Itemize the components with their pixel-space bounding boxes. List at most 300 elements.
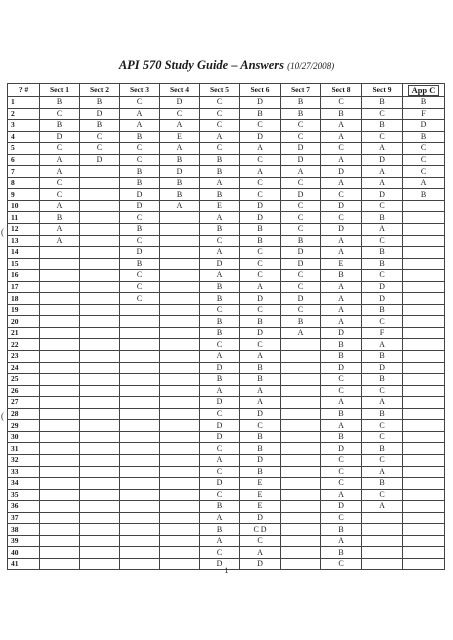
question-number: 10 <box>8 200 40 212</box>
answer-cell: A <box>240 166 281 178</box>
question-number: 2 <box>8 108 40 120</box>
question-number: 9 <box>8 189 40 201</box>
answer-cell: B <box>120 177 160 189</box>
answer-cell: D <box>281 143 321 155</box>
answer-cell <box>160 224 200 236</box>
answer-cell <box>403 362 445 374</box>
answer-cell: C <box>403 166 445 178</box>
table-row <box>8 374 445 386</box>
answer-cell <box>160 420 200 432</box>
answer-cell <box>160 327 200 339</box>
answer-cell <box>120 501 160 513</box>
answer-cell <box>403 293 445 305</box>
answer-cell <box>80 501 120 513</box>
answer-cell: A <box>40 200 80 212</box>
answer-cell <box>160 524 200 536</box>
answer-cell: C <box>40 108 80 120</box>
answer-cell <box>120 443 160 455</box>
answer-cell: D <box>362 189 403 201</box>
answer-cell <box>80 466 120 478</box>
answer-cell <box>403 200 445 212</box>
answer-cell: C <box>240 247 281 259</box>
answer-cell <box>281 466 321 478</box>
answer-cell <box>160 374 200 386</box>
answer-cell: D <box>240 212 281 224</box>
answer-cell <box>403 270 445 282</box>
answer-cell: C <box>200 143 240 155</box>
answer-cell: B <box>240 108 281 120</box>
answer-cell <box>160 258 200 270</box>
answer-cell <box>160 316 200 328</box>
answer-cell <box>40 281 80 293</box>
answer-cell: A <box>240 143 281 155</box>
answer-cell: A <box>321 131 362 143</box>
answer-cell: A <box>321 154 362 166</box>
answer-cell <box>120 339 160 351</box>
answer-cell: D <box>160 97 200 109</box>
answer-cell <box>40 351 80 363</box>
header-row <box>8 84 445 97</box>
answer-cell: B <box>120 224 160 236</box>
answer-cell: B <box>362 374 403 386</box>
answer-cell <box>40 362 80 374</box>
page-title <box>0 58 453 73</box>
answer-cell: C <box>362 200 403 212</box>
answer-cell <box>40 547 80 559</box>
answer-cell: D <box>240 327 281 339</box>
answer-cell: A <box>200 131 240 143</box>
table-row <box>8 97 445 109</box>
answer-cell: A <box>362 177 403 189</box>
answer-cell: C <box>120 293 160 305</box>
answer-cell: B <box>321 431 362 443</box>
answer-cell: C <box>160 108 200 120</box>
answer-cell: D <box>120 200 160 212</box>
answer-cell: B <box>120 166 160 178</box>
answer-cell <box>403 443 445 455</box>
answer-cell: B <box>281 235 321 247</box>
answer-cell: A <box>200 385 240 397</box>
answer-cell: B <box>403 189 445 201</box>
answer-cell <box>160 466 200 478</box>
answer-cell <box>362 512 403 524</box>
answer-cell: C <box>200 235 240 247</box>
table-row <box>8 547 445 559</box>
answer-cell <box>80 177 120 189</box>
answer-cell: B <box>120 258 160 270</box>
answer-cell <box>281 374 321 386</box>
answer-cell: A <box>362 224 403 236</box>
answer-cell: D <box>240 293 281 305</box>
answer-cell: D <box>240 408 281 420</box>
question-number: 7 <box>8 166 40 178</box>
question-number: 15 <box>8 258 40 270</box>
answer-cell: C <box>362 420 403 432</box>
answer-cell: B <box>200 189 240 201</box>
answer-cell: B <box>40 120 80 132</box>
answer-cell <box>40 524 80 536</box>
question-number: 41 <box>8 558 40 570</box>
answer-cell: C <box>40 189 80 201</box>
answer-cell <box>80 431 120 443</box>
answer-cell: C <box>321 374 362 386</box>
answer-cell <box>120 524 160 536</box>
answer-cell: D <box>200 431 240 443</box>
answer-cell <box>80 397 120 409</box>
answer-cell: D <box>240 454 281 466</box>
title-text: API 570 Study Guide – Answers <box>118 58 285 72</box>
answer-cell: B <box>321 547 362 559</box>
question-number: 28 <box>8 408 40 420</box>
answer-cell: A <box>321 293 362 305</box>
answer-cell: C <box>240 304 281 316</box>
answer-cell <box>120 535 160 547</box>
answer-cell <box>160 339 200 351</box>
answer-cell: A <box>160 200 200 212</box>
answer-cell: B <box>200 166 240 178</box>
answer-cell: B <box>200 374 240 386</box>
answer-cell <box>40 478 80 490</box>
answer-cell: B <box>240 316 281 328</box>
answer-cell <box>120 512 160 524</box>
answer-cell: C <box>321 512 362 524</box>
answer-rows <box>8 97 445 570</box>
answer-cell <box>80 478 120 490</box>
answer-cell: B <box>362 97 403 109</box>
answer-cell: D <box>362 154 403 166</box>
answer-cell: C <box>321 558 362 570</box>
answer-cell: D <box>281 258 321 270</box>
answer-cell <box>40 304 80 316</box>
answer-cell: C <box>200 97 240 109</box>
answer-cell: D <box>120 189 160 201</box>
answer-cell: D <box>240 131 281 143</box>
question-number: 13 <box>8 235 40 247</box>
table-row <box>8 258 445 270</box>
question-number: 30 <box>8 431 40 443</box>
answer-cell: F <box>403 108 445 120</box>
answer-cell <box>120 431 160 443</box>
answer-cell <box>160 351 200 363</box>
answer-cell: C <box>240 120 281 132</box>
answer-cell: D <box>200 478 240 490</box>
answer-cell <box>403 397 445 409</box>
answer-cell <box>160 512 200 524</box>
answer-cell: A <box>362 143 403 155</box>
answer-cell: D <box>321 362 362 374</box>
page-number: 1 <box>224 566 229 575</box>
table-row <box>8 316 445 328</box>
binder-hole-mark-icon: ( <box>1 227 4 237</box>
table-row <box>8 339 445 351</box>
answer-cell <box>120 454 160 466</box>
answer-cell: C <box>281 304 321 316</box>
answer-cell <box>160 501 200 513</box>
answer-cell: D <box>321 200 362 212</box>
answer-cell: C <box>321 454 362 466</box>
answer-cell <box>160 270 200 282</box>
answer-cell: A <box>240 281 281 293</box>
table-row <box>8 478 445 490</box>
answer-cell: A <box>200 177 240 189</box>
answer-cell: B <box>362 443 403 455</box>
answer-cell: C <box>281 212 321 224</box>
answer-cell <box>80 489 120 501</box>
answer-cell: B <box>240 362 281 374</box>
answer-cell <box>40 316 80 328</box>
answer-cell: E <box>200 200 240 212</box>
answer-cell: C <box>200 304 240 316</box>
answer-cell <box>40 512 80 524</box>
question-number: 32 <box>8 454 40 466</box>
answer-cell <box>40 258 80 270</box>
header-sect-2: Sect 2 <box>80 84 120 97</box>
answer-cell: D <box>321 224 362 236</box>
answer-cell <box>403 247 445 259</box>
answer-cell <box>80 362 120 374</box>
answer-cell: C <box>40 143 80 155</box>
answer-cell: A <box>200 270 240 282</box>
answer-cell: D <box>120 247 160 259</box>
answer-cell <box>160 293 200 305</box>
answer-cell <box>281 420 321 432</box>
answer-cell: D <box>362 293 403 305</box>
answer-cell <box>403 420 445 432</box>
question-number: 4 <box>8 131 40 143</box>
answer-cell: C <box>321 212 362 224</box>
answer-cell: A <box>321 420 362 432</box>
answer-cell: A <box>40 224 80 236</box>
answer-cell <box>120 304 160 316</box>
table-row <box>8 131 445 143</box>
answer-cell <box>403 339 445 351</box>
answer-cell <box>80 200 120 212</box>
answer-cell: A <box>321 281 362 293</box>
question-number: 20 <box>8 316 40 328</box>
answer-cell <box>160 443 200 455</box>
answer-cell: A <box>200 454 240 466</box>
answer-cell: A <box>200 535 240 547</box>
answer-cell <box>120 374 160 386</box>
question-number: 38 <box>8 524 40 536</box>
question-number: 29 <box>8 420 40 432</box>
table-row <box>8 501 445 513</box>
answer-cell: E <box>321 258 362 270</box>
answer-cell <box>281 524 321 536</box>
answer-cell <box>120 385 160 397</box>
answer-cell: B <box>362 120 403 132</box>
answer-cell: C <box>120 97 160 109</box>
answer-cell: C <box>321 478 362 490</box>
table-row <box>8 420 445 432</box>
answer-cell: A <box>240 385 281 397</box>
answer-cell: A <box>120 120 160 132</box>
answer-cell: B <box>200 154 240 166</box>
answer-cell: E <box>240 501 281 513</box>
answer-cell: C <box>321 143 362 155</box>
answer-cell: C <box>200 547 240 559</box>
question-number: 33 <box>8 466 40 478</box>
header-sect-5: Sect 5 <box>200 84 240 97</box>
answer-cell: D <box>200 397 240 409</box>
table-row <box>8 489 445 501</box>
table-row <box>8 224 445 236</box>
answer-cell <box>281 535 321 547</box>
answer-cell <box>160 454 200 466</box>
answer-cell <box>281 431 321 443</box>
answer-cell: D <box>240 97 281 109</box>
question-number: 1 <box>8 97 40 109</box>
answer-cell <box>403 478 445 490</box>
answer-cell: C <box>362 385 403 397</box>
table-row <box>8 270 445 282</box>
answer-cell <box>80 420 120 432</box>
answer-cell <box>403 374 445 386</box>
answer-cell <box>403 224 445 236</box>
answer-cell <box>120 466 160 478</box>
question-number: 16 <box>8 270 40 282</box>
answer-cell: C <box>362 454 403 466</box>
answer-table <box>7 83 445 570</box>
table-row <box>8 108 445 120</box>
answer-cell <box>403 535 445 547</box>
answer-cell <box>40 247 80 259</box>
answer-cell <box>40 374 80 386</box>
answer-cell: A <box>40 154 80 166</box>
answer-cell: B <box>362 351 403 363</box>
answer-cell <box>120 327 160 339</box>
answer-cell <box>403 501 445 513</box>
question-number: 34 <box>8 478 40 490</box>
answer-cell <box>80 258 120 270</box>
answer-cell <box>403 281 445 293</box>
answer-cell: B <box>362 258 403 270</box>
answer-cell <box>160 247 200 259</box>
answer-cell <box>403 524 445 536</box>
answer-cell <box>120 478 160 490</box>
answer-cell <box>80 374 120 386</box>
answer-cell: C <box>120 143 160 155</box>
answer-cell: C <box>200 339 240 351</box>
answer-cell <box>281 408 321 420</box>
answer-cell: A <box>321 489 362 501</box>
answer-cell <box>403 431 445 443</box>
answer-cell: C <box>321 189 362 201</box>
answer-cell <box>80 304 120 316</box>
answer-cell <box>281 489 321 501</box>
answer-cell: C <box>362 270 403 282</box>
answer-cell: B <box>200 524 240 536</box>
answer-cell <box>40 466 80 478</box>
answer-cell: D <box>281 247 321 259</box>
table-row <box>8 535 445 547</box>
answer-cell <box>403 547 445 559</box>
answer-cell <box>160 408 200 420</box>
answer-cell: D <box>80 108 120 120</box>
answer-cell: D <box>281 293 321 305</box>
answer-cell <box>160 212 200 224</box>
answer-cell <box>40 489 80 501</box>
answer-cell <box>160 362 200 374</box>
answer-cell: D <box>321 443 362 455</box>
answer-cell: A <box>200 247 240 259</box>
question-number: 40 <box>8 547 40 559</box>
answer-cell <box>40 408 80 420</box>
answer-cell: B <box>321 351 362 363</box>
answer-cell <box>403 512 445 524</box>
header-sect-6: Sect 6 <box>240 84 281 97</box>
answer-cell <box>80 270 120 282</box>
answer-cell: C <box>200 443 240 455</box>
answer-cell: F <box>362 327 403 339</box>
answer-cell: D <box>160 166 200 178</box>
answer-cell: B <box>240 431 281 443</box>
question-number: 39 <box>8 535 40 547</box>
answer-cell <box>80 224 120 236</box>
answer-cell: B <box>40 212 80 224</box>
answer-cell <box>80 524 120 536</box>
answer-cell <box>80 512 120 524</box>
answer-cell: A <box>321 235 362 247</box>
answer-cell <box>281 443 321 455</box>
answer-cell <box>80 293 120 305</box>
answer-cell <box>80 339 120 351</box>
table-row <box>8 143 445 155</box>
answer-cell <box>80 212 120 224</box>
answer-cell: A <box>160 143 200 155</box>
question-number: 27 <box>8 397 40 409</box>
answer-cell: C <box>240 270 281 282</box>
answer-cell <box>80 281 120 293</box>
answer-cell: C <box>321 466 362 478</box>
answer-cell: C <box>281 131 321 143</box>
question-number: 5 <box>8 143 40 155</box>
answer-cell: B <box>240 374 281 386</box>
answer-cell: C <box>200 108 240 120</box>
answer-cell <box>281 397 321 409</box>
answer-cell: A <box>321 535 362 547</box>
question-number: 25 <box>8 374 40 386</box>
answer-cell: A <box>321 177 362 189</box>
answer-cell <box>160 281 200 293</box>
question-number: 37 <box>8 512 40 524</box>
question-number: 26 <box>8 385 40 397</box>
answer-cell <box>40 397 80 409</box>
answer-cell: B <box>200 316 240 328</box>
answer-cell <box>40 431 80 443</box>
answer-cell: A <box>281 327 321 339</box>
answer-cell <box>403 304 445 316</box>
table-row <box>8 166 445 178</box>
answer-cell <box>281 362 321 374</box>
answer-cell <box>80 535 120 547</box>
answer-cell: B <box>80 97 120 109</box>
answer-cell <box>403 489 445 501</box>
answer-cell: A <box>200 351 240 363</box>
table-row <box>8 512 445 524</box>
answer-cell <box>80 235 120 247</box>
answer-cell <box>281 512 321 524</box>
answer-cell: D <box>200 258 240 270</box>
answer-cell <box>160 385 200 397</box>
answer-cell <box>403 316 445 328</box>
answer-cell: B <box>362 212 403 224</box>
answer-cell <box>403 235 445 247</box>
answer-cell: B <box>200 224 240 236</box>
table-row <box>8 177 445 189</box>
answer-cell: C <box>240 339 281 351</box>
answer-cell <box>281 351 321 363</box>
